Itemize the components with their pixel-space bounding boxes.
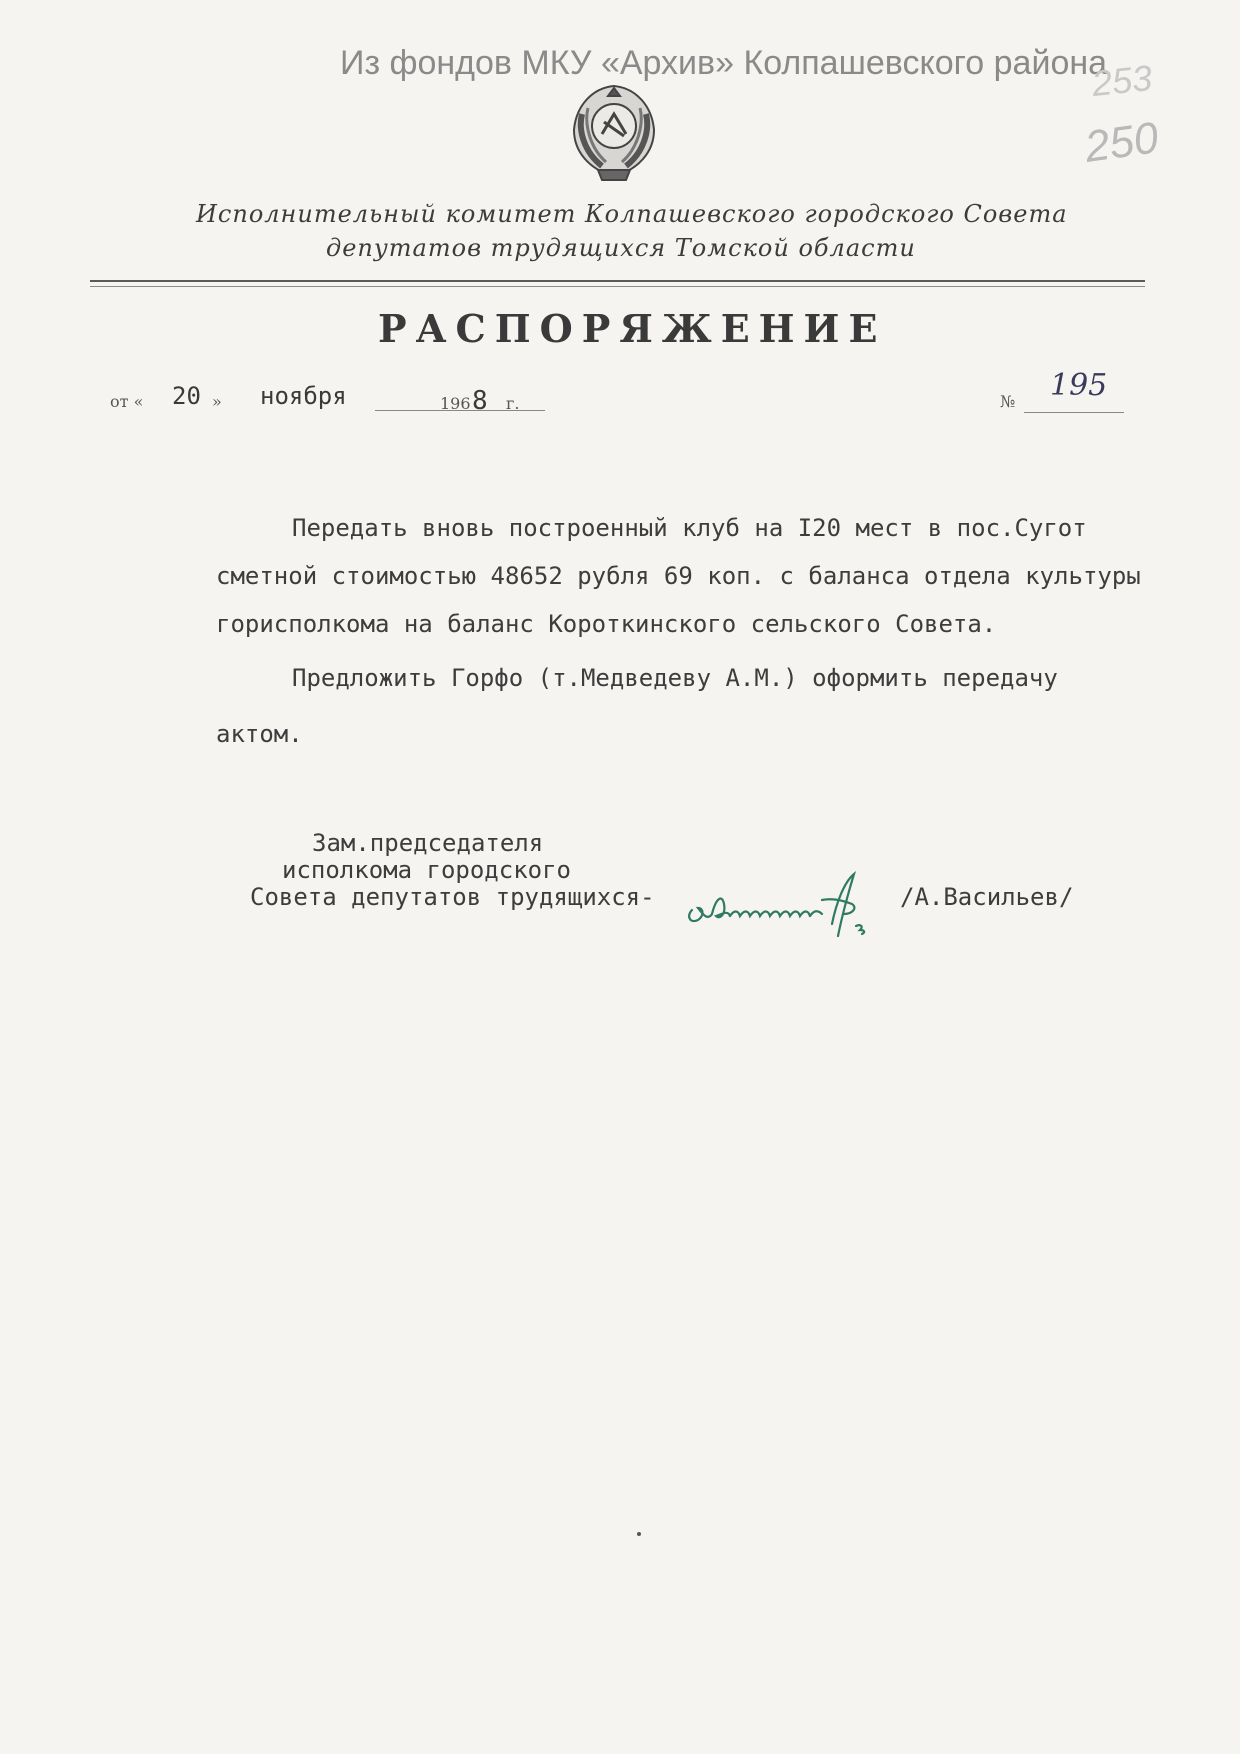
number-underline (1024, 412, 1124, 413)
date-year-prefix: 196 (440, 394, 471, 413)
date-number-row (110, 368, 1130, 422)
issuer-line-2: депутатов трудящихся Томской области (326, 234, 916, 262)
issuer-line-1: Исполнительный комитет Колпашевского городского Совета (196, 200, 1068, 228)
signatory-name: /А.Васильев/ (900, 883, 1074, 911)
archive-watermark: Из фондов МКУ «Архив» Колпашевского района (340, 44, 1108, 82)
date-close-quote: » (212, 392, 222, 411)
body-line-3: горисполкома на баланс Короткинского сельского Совета. (216, 610, 997, 638)
header-rule-thin (90, 286, 1145, 287)
archive-number-top: 253 (1089, 56, 1155, 105)
body-line-5: актом. (216, 720, 303, 748)
date-day: 20 (172, 382, 201, 410)
body-line-1: Передать вновь построенный клуб на I20 мест в пос.Сугот (292, 514, 1087, 542)
signatory-title-2: исполкома городского (282, 856, 571, 884)
paper-speck (637, 1532, 641, 1536)
date-year-suffix: г. (506, 394, 520, 413)
date-year-digit: 8 (472, 386, 488, 416)
date-prefix: от « (110, 392, 144, 411)
signatory-title-3: Совета депутатов трудящихся- (250, 883, 655, 911)
document-number: 195 (1050, 368, 1108, 403)
handwritten-signature (682, 864, 882, 944)
coat-of-arms-icon (562, 78, 666, 186)
date-month: ноября (260, 382, 347, 410)
document-title: РАСПОРЯЖЕНИЕ (378, 306, 887, 351)
header-rule (90, 280, 1145, 282)
body-line-4: Предложить Горфо (т.Медведеву А.М.) оформить передачу (292, 664, 1058, 692)
archive-number-bottom: 250 (1081, 113, 1162, 172)
number-label: № (1000, 392, 1016, 411)
body-line-2: сметной стоимостью 48652 рубля 69 коп. с баланса отдела культуры (216, 562, 1141, 590)
signatory-title-1: Зам.председателя (312, 829, 544, 857)
